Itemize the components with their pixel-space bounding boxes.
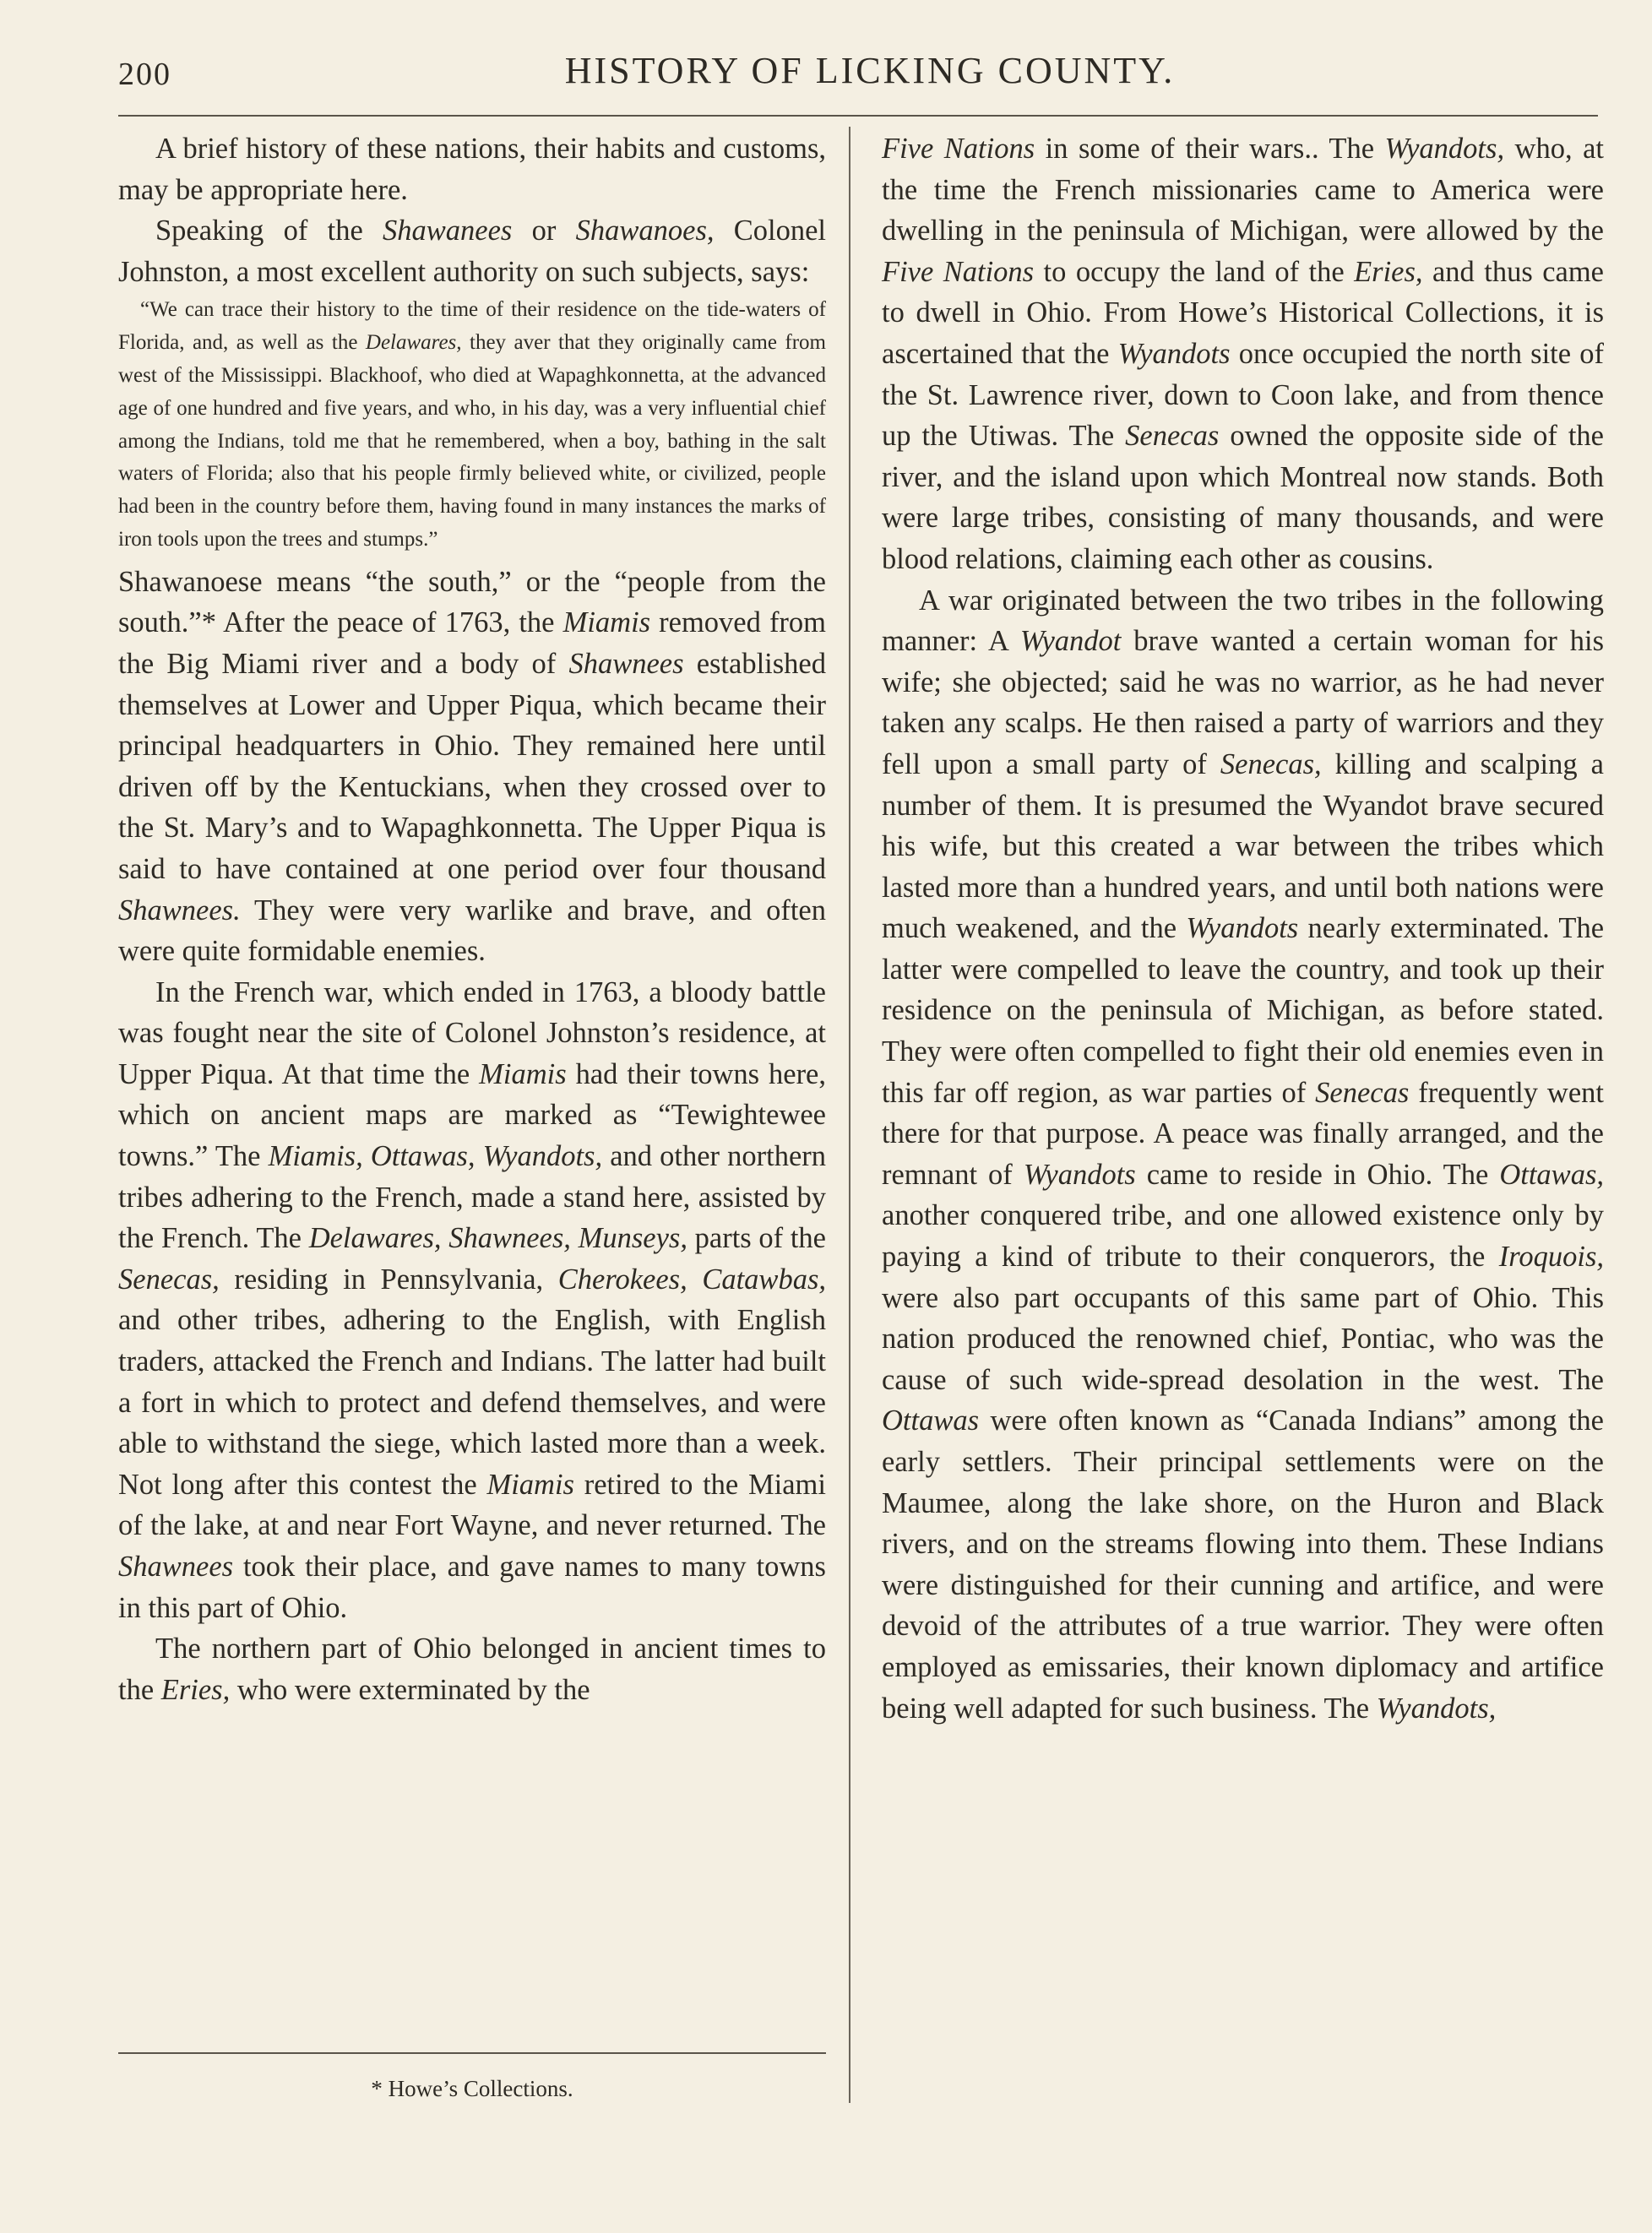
italic-run: Five Nations xyxy=(882,255,1035,288)
text-run: to occupy the land of the xyxy=(1034,255,1355,288)
text-run: had their towns here, which on ancient maps are marked as “Tewightewee towns.” The xyxy=(118,1057,826,1173)
text-run: removed from the Big Miami river and a body of xyxy=(118,606,827,680)
italic-run: Eries, xyxy=(160,1673,231,1706)
left-column xyxy=(118,128,826,1710)
body-paragraph xyxy=(882,580,1604,1730)
italic-run: Ottawas xyxy=(882,1404,980,1437)
italic-run: Wyandots xyxy=(1023,1158,1136,1191)
text-run: they aver that they originally came from west of the Mississippi. Blackhoof, who died at Wapaghkonnetta, at the advanced age of one hundred and five years, and who, in his day, was a very influential chief among the Indians, told me that he remembered, when a boy, bathing in the salt waters of Florida; also that his people firmly believed white, or civilized, people had been in the country before them, having found in many instances the marks of iron tools upon the trees and stumps.” xyxy=(118,331,826,551)
italic-run: Senecas xyxy=(1315,1076,1410,1109)
text-run: They were very warlike and brave, and often were quite formidable enemies. xyxy=(118,894,826,968)
text-run: killing and scalping a number of them. It is presumed the Wyandot brave secured his wife, but this created a war between the tribes which lasted more than a hundred years, and until both nations were much weakened, and the xyxy=(882,747,1604,945)
italic-run: Wyandot xyxy=(1019,625,1122,658)
italic-run: Senecas xyxy=(1125,420,1220,453)
italic-run: Shawnees xyxy=(118,1551,234,1583)
body-paragraph xyxy=(118,972,826,1629)
text-run: in some of their wars.. The xyxy=(1035,133,1385,165)
italic-run: Miamis, Ottawas, Wyandots, xyxy=(268,1140,603,1173)
text-run: another conquered tribe, and one allowed existence only by paying a kind of tribute to their conquerors, the xyxy=(882,1199,1604,1274)
body-paragraph xyxy=(118,128,826,210)
text-run: Speaking of the xyxy=(155,215,383,247)
italic-run: Miamis xyxy=(479,1057,567,1090)
text-run: The northern part of Ohio belonged in ancient times to the xyxy=(118,1633,826,1706)
italic-run: Wyandots xyxy=(1186,912,1299,945)
text-run: brave wanted a certain woman for his wife; she objected; said he was no warrior, as he had never taken any scalps. He then raised a party of warriors and they fell upon a small party of xyxy=(882,625,1604,780)
text-run: residing in Pennsylvania, xyxy=(219,1263,558,1296)
running-title: HISTORY OF LICKING COUNTY. xyxy=(564,50,1176,91)
italic-run: Miamis xyxy=(562,606,651,639)
italic-run: Wyandots, xyxy=(1384,133,1505,165)
text-run: were also part occupants of this same part of Ohio. This nation produced the renowned chief, Pontiac, who was the cause of such wide-spread desolation in the west. The xyxy=(882,1281,1604,1396)
text-run: In the French war, which ended in 1763, a bloody battle was fought near the site of Colonel Johnston’s residence, at Upper Piqua. At that time the xyxy=(118,975,826,1090)
italic-run: Delawares, Shawnees, Munseys, xyxy=(308,1222,687,1255)
body-paragraph xyxy=(118,210,826,292)
text-run: nearly exterminated. The latter were compelled to leave the country, and took up their residence on the peninsula of Michigan, as before stated. They were often compelled to fight their old enemies even in this far off region, as war parties of xyxy=(882,912,1605,1109)
text-run: A brief history of these nations, their habits and customs, may be appropriate here. xyxy=(118,133,826,206)
page-number: 200 xyxy=(118,57,171,92)
footnote-rule xyxy=(118,2052,826,2054)
text-run: A war originated between the two tribes in the following manner: A xyxy=(882,584,1604,658)
italic-run: Wyandots xyxy=(1117,337,1231,370)
text-run: owned the opposite side of the river, and the island upon which Montreal now stands. Both were large tribes, consisting of many thousands, and were blood relations, claiming each other as cousins. xyxy=(882,420,1604,575)
body-paragraph xyxy=(118,562,826,972)
text-run: established themselves at Lower and Upper Piqua, which became their principal headquarters in Ohio. They remained here until driven off by the Kentuckians, when they crossed over to the St. Mary’s and to Wapaghkonnetta. The Upper Piqua is said to have contained at one period over four thousand xyxy=(118,647,826,885)
italic-run: Shawanees xyxy=(383,215,513,247)
italic-run: Senecas, xyxy=(118,1263,220,1296)
body-paragraph xyxy=(118,1628,826,1710)
italic-run: Eries, xyxy=(1354,255,1423,288)
header-rule xyxy=(118,115,1598,117)
column-divider xyxy=(849,127,850,2103)
italic-run: Shawnees xyxy=(568,647,684,680)
italic-run: Senecas, xyxy=(1220,747,1322,780)
italic-run: Five Nations xyxy=(882,133,1035,165)
right-column xyxy=(882,128,1604,1729)
italic-run: Shawanoes, xyxy=(575,215,715,247)
text-run: “We can trace their history to the time of their residence on the tide-waters of Florida, and, as well as the xyxy=(118,298,826,355)
page-header xyxy=(118,49,1571,100)
italic-run: Wyandots, xyxy=(1376,1692,1497,1725)
italic-run: Iroquois, xyxy=(1498,1241,1604,1274)
text-run: parts of the xyxy=(687,1222,826,1255)
italic-run: Miamis xyxy=(486,1468,574,1501)
text-run: retired to the Miami of the lake, at and near Fort Wayne, and never returned. The xyxy=(118,1468,826,1542)
footnote: * Howe’s Collections. xyxy=(371,2076,573,2101)
text-run: Colonel Johnston, a most excellent authority on such subjects, says: xyxy=(118,215,826,288)
text-run: or xyxy=(512,215,576,247)
text-run: and other tribes, adhering to the English, with English traders, attacked the French and Indians. The latter had built a fort in which to protect and defend themselves, and were able to withstand the siege, which lasted more than a week. Not long after this contest the xyxy=(118,1304,826,1501)
text-run: took their place, and gave names to many towns in this part of Ohio. xyxy=(118,1551,826,1624)
body-paragraph xyxy=(882,128,1604,580)
italic-run: Shawnees. xyxy=(118,894,241,926)
text-run: who, at the time the French missionaries came to America were dwelling in the peninsula of Michigan, were allowed by the xyxy=(882,133,1604,247)
italic-run: Delawares, xyxy=(365,331,462,355)
text-run: Shawanoese means “the south,” or the “people from the south.”* After the peace of 1763, the xyxy=(118,565,826,639)
text-run: frequently went there for that purpose. A peace was finally arranged, and the remnant of xyxy=(882,1076,1604,1191)
block-quote xyxy=(118,294,826,556)
text-run: were often known as “Canada Indians” among the early settlers. Their principal settlements were on the Maumee, along the lake shore, on the Huron and Black rivers, and on the streams flowing into them. These Indians were distinguished for their cunning and artifice, and were devoid of the attributes of a true warrior. They were often employed as emissaries, their known diplomacy and artifice being well adapted for such business. The xyxy=(882,1404,1604,1725)
italic-run: Ottawas, xyxy=(1499,1158,1604,1191)
text-run: came to reside in Ohio. The xyxy=(1135,1158,1500,1191)
text-run: and thus came to dwell in Ohio. From Howe’s Historical Collections, it is ascertained that the xyxy=(882,255,1604,370)
text-run: and other northern tribes adhering to the French, made a stand here, assisted by the French. The xyxy=(118,1140,826,1255)
italic-run: Cherokees, Catawbas, xyxy=(557,1263,826,1296)
text-run: once occupied the north site of the St. Lawrence river, down to Coon lake, and from thence up the Utiwas. The xyxy=(882,337,1604,453)
text-run: who were exterminated by the xyxy=(230,1673,590,1706)
